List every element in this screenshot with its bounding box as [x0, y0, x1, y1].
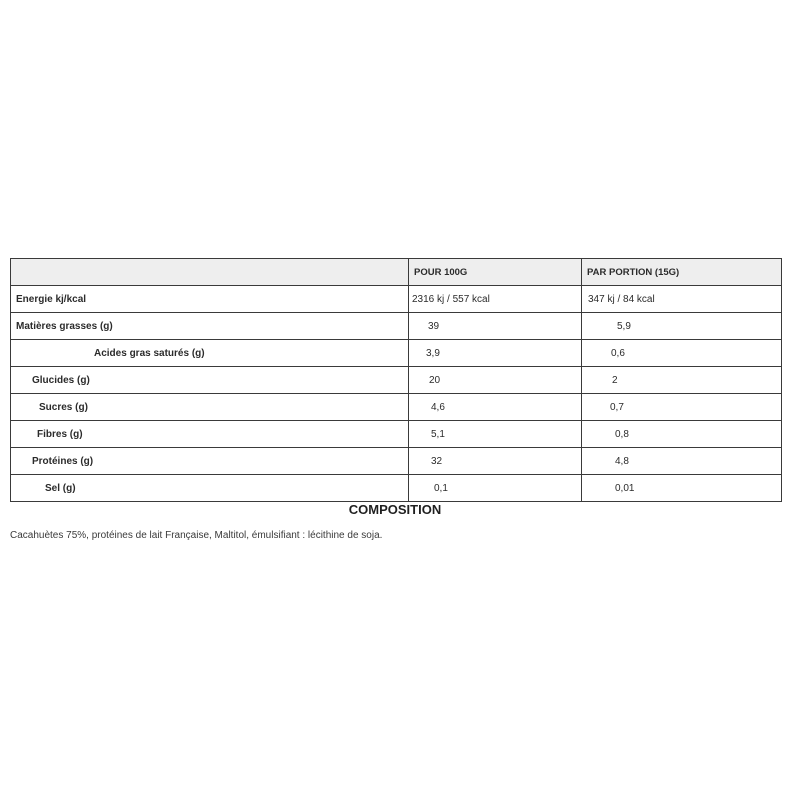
value-per-100g: 3,9: [409, 340, 582, 367]
nutrient-label: Sucres (g): [11, 394, 409, 421]
table-row: [11, 313, 782, 340]
value-per-portion: 2: [582, 367, 782, 394]
composition-title: COMPOSITION: [348, 502, 442, 517]
table-row: [11, 394, 782, 421]
table-row: [11, 421, 782, 448]
value-per-100g: 20: [409, 367, 582, 394]
value-per-portion: 0,01: [582, 475, 782, 502]
nutrient-label: Protéines (g): [11, 448, 409, 475]
header-per-portion: PAR PORTION (15G): [582, 259, 782, 286]
table-row: [11, 340, 782, 367]
nutrition-table: [10, 258, 782, 502]
table-row: [11, 367, 782, 394]
nutrient-label: Fibres (g): [11, 421, 409, 448]
header-per-100g: POUR 100G: [409, 259, 582, 286]
value-per-100g: 0,1: [409, 475, 582, 502]
value-per-100g: 39: [409, 313, 582, 340]
value-per-portion: 0,7: [582, 394, 782, 421]
table-header-row: [11, 259, 782, 286]
value-per-portion: 4,8: [582, 448, 782, 475]
nutrient-label: Acides gras saturés (g): [11, 340, 409, 367]
value-per-100g: 32: [409, 448, 582, 475]
value-per-100g: 2316 kj / 557 kcal: [409, 286, 582, 313]
table-row: [11, 475, 782, 502]
value-per-100g: 4,6: [409, 394, 582, 421]
value-per-portion: 0,6: [582, 340, 782, 367]
value-per-portion: 0,8: [582, 421, 782, 448]
value-per-100g: 5,1: [409, 421, 582, 448]
composition-text: Cacahuètes 75%, protéines de lait Française, Maltitol, émulsifiant : lécithine de soja.: [10, 530, 383, 541]
table-row: [11, 448, 782, 475]
value-per-portion: 347 kj / 84 kcal: [582, 286, 782, 313]
table-row: [11, 286, 782, 313]
nutrient-label: Energie kj/kcal: [11, 286, 409, 313]
nutrient-label: Glucides (g): [11, 367, 409, 394]
header-nutrient: [11, 259, 409, 286]
value-per-portion: 5,9: [582, 313, 782, 340]
nutrient-label: Matières grasses (g): [11, 313, 409, 340]
nutrient-label: Sel (g): [11, 475, 409, 502]
